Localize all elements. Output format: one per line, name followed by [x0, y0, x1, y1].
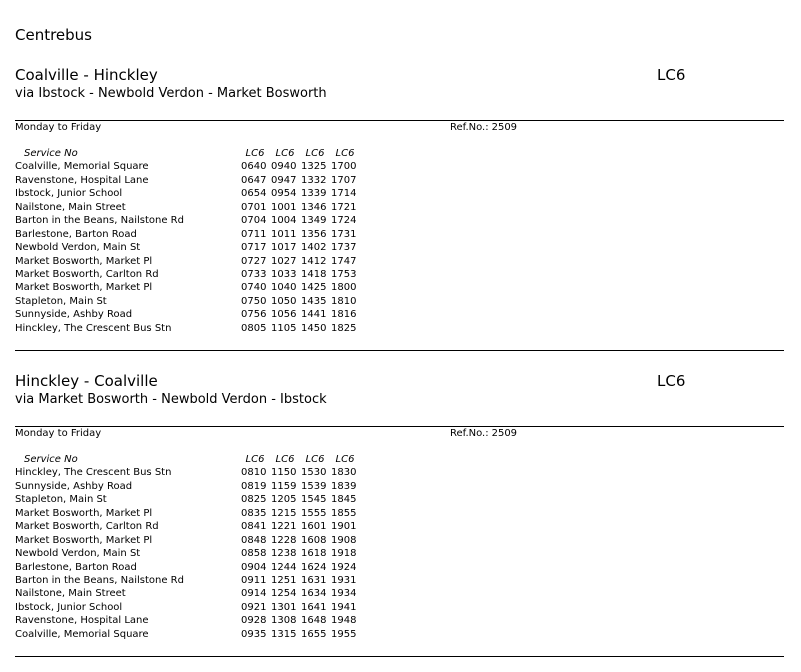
departure-time: 1753	[331, 268, 357, 280]
departure-time: 1346	[301, 201, 327, 213]
stop-name: Ibstock, Junior School	[15, 601, 123, 613]
stop-name: Ravenstone, Hospital Lane	[15, 174, 149, 186]
departure-time: 1238	[271, 548, 297, 560]
departure-time: 1737	[331, 242, 357, 254]
departure-time: 1205	[271, 494, 297, 506]
departure-time: 1601	[301, 521, 327, 533]
ref-label: Ref.No.:	[450, 122, 489, 133]
departure-time: 1631	[301, 574, 327, 586]
route-code: LC6	[657, 372, 686, 390]
stop-name: Hinckley, The Crescent Bus Stn	[15, 467, 172, 479]
departure-time: 1050	[271, 295, 297, 307]
departure-time: 0701	[241, 201, 267, 213]
stop-name: Market Bosworth, Market Pl	[15, 507, 153, 519]
departure-time: 1830	[331, 467, 357, 479]
divider	[15, 120, 784, 121]
departure-time: 1721	[331, 201, 357, 213]
departure-time: 0928	[241, 615, 267, 627]
stop-name: Nailstone, Main Street	[15, 588, 126, 600]
departure-time: 0904	[241, 561, 267, 573]
departure-time: 1425	[301, 282, 327, 294]
departure-time: 1747	[331, 255, 357, 267]
service-no-header: Service No	[24, 148, 78, 159]
days-of-operation: Monday to Friday	[15, 428, 102, 439]
departure-time: 1228	[271, 534, 297, 546]
departure-time: 0704	[241, 215, 267, 227]
stop-name: Barlestone, Barton Road	[15, 561, 137, 573]
departure-time: 1655	[301, 628, 327, 640]
stop-name: Sunnyside, Ashby Road	[15, 309, 133, 321]
route-title: Hinckley - Coalville	[15, 372, 158, 390]
departure-time: 0750	[241, 295, 267, 307]
departure-time: 1530	[301, 467, 327, 479]
departure-time: 1634	[301, 588, 327, 600]
departure-time: 1845	[331, 494, 357, 506]
departure-time: 1931	[331, 574, 357, 586]
departure-time: 0810	[241, 467, 267, 479]
departure-time: 1017	[271, 242, 297, 254]
departure-time: 1412	[301, 255, 327, 267]
departure-time: 1033	[271, 268, 297, 280]
ref-value: 2509	[491, 428, 518, 439]
stop-name: Market Bosworth, Market Pl	[15, 534, 153, 546]
departure-time: 0711	[241, 228, 267, 240]
departure-time: 1339	[301, 188, 327, 200]
departure-time: 1244	[271, 561, 297, 573]
stop-name: Barton in the Beans, Nailstone Rd	[15, 215, 184, 227]
stop-name: Stapleton, Main St	[15, 494, 107, 506]
departure-time: 1618	[301, 548, 327, 560]
reference-number	[450, 122, 517, 133]
departure-time: 0733	[241, 268, 267, 280]
departure-time: 1641	[301, 601, 327, 613]
service-code-header: LC6	[275, 454, 295, 465]
departure-time: 1825	[331, 322, 357, 334]
departure-time: 1624	[301, 561, 327, 573]
departure-time: 0914	[241, 588, 267, 600]
days-of-operation: Monday to Friday	[15, 122, 102, 133]
operator-name: Centrebus	[15, 26, 92, 44]
departure-time: 1450	[301, 322, 327, 334]
divider	[15, 426, 784, 427]
departure-time: 0954	[271, 188, 297, 200]
departure-time: 1855	[331, 507, 357, 519]
departure-time: 1555	[301, 507, 327, 519]
stop-name: Ravenstone, Hospital Lane	[15, 615, 149, 627]
departure-time: 1918	[331, 548, 357, 560]
service-no-header: Service No	[24, 454, 78, 465]
departure-time: 1251	[271, 574, 297, 586]
departure-time: 1707	[331, 174, 357, 186]
departure-time: 1105	[271, 322, 297, 334]
departure-time: 0947	[271, 174, 297, 186]
stop-name: Market Bosworth, Carlton Rd	[15, 521, 159, 533]
departure-time: 0841	[241, 521, 267, 533]
stop-name: Market Bosworth, Carlton Rd	[15, 268, 159, 280]
departure-time: 1810	[331, 295, 357, 307]
stop-name: Newbold Verdon, Main St	[15, 242, 141, 254]
departure-time: 1221	[271, 521, 297, 533]
departure-time: 1356	[301, 228, 327, 240]
departure-time: 1402	[301, 242, 327, 254]
service-code-header: LC6	[275, 148, 295, 159]
service-code-header: LC6	[305, 454, 325, 465]
route-via: via Market Bosworth - Newbold Verdon - Ibstock	[15, 392, 327, 407]
departure-time: 0640	[241, 161, 267, 173]
departure-time: 1816	[331, 309, 357, 321]
service-code-header: LC6	[335, 148, 355, 159]
departure-time: 1941	[331, 601, 357, 613]
departure-time: 1714	[331, 188, 357, 200]
stop-name: Stapleton, Main St	[15, 295, 107, 307]
stop-name: Nailstone, Main Street	[15, 201, 126, 213]
departure-time: 0819	[241, 480, 267, 492]
departure-time: 1011	[271, 228, 297, 240]
departure-time: 1418	[301, 268, 327, 280]
timetable-hinckley-coalville	[15, 372, 784, 672]
stop-name: Market Bosworth, Market Pl	[15, 282, 153, 294]
departure-time: 1839	[331, 480, 357, 492]
divider	[15, 350, 784, 351]
stop-name: Ibstock, Junior School	[15, 188, 123, 200]
divider	[15, 656, 784, 657]
departure-time: 1001	[271, 201, 297, 213]
departure-time: 1648	[301, 615, 327, 627]
departure-time: 1004	[271, 215, 297, 227]
departure-time: 1332	[301, 174, 327, 186]
departure-time: 1308	[271, 615, 297, 627]
departure-time: 1150	[271, 467, 297, 479]
departure-time: 1800	[331, 282, 357, 294]
departure-time: 1955	[331, 628, 357, 640]
departure-time: 0727	[241, 255, 267, 267]
departure-time: 1700	[331, 161, 357, 173]
departure-time: 1724	[331, 215, 357, 227]
departure-time: 0940	[271, 161, 297, 173]
stop-name: Hinckley, The Crescent Bus Stn	[15, 322, 172, 334]
departure-time: 0647	[241, 174, 267, 186]
departure-time: 1539	[301, 480, 327, 492]
departure-time: 0740	[241, 282, 267, 294]
departure-time: 1924	[331, 561, 357, 573]
departure-time: 1215	[271, 507, 297, 519]
departure-time: 1545	[301, 494, 327, 506]
departure-time: 0654	[241, 188, 267, 200]
departure-time: 1349	[301, 215, 327, 227]
ref-label: Ref.No.:	[450, 428, 489, 439]
departure-time: 1254	[271, 588, 297, 600]
departure-time: 1441	[301, 309, 327, 321]
route-title: Coalville - Hinckley	[15, 66, 158, 84]
stop-name: Market Bosworth, Market Pl	[15, 255, 153, 267]
stop-name: Coalville, Memorial Square	[15, 161, 149, 173]
reference-number	[450, 428, 517, 439]
service-code-header: LC6	[245, 454, 265, 465]
departure-time: 1901	[331, 521, 357, 533]
departure-time: 0911	[241, 574, 267, 586]
stop-name: Sunnyside, Ashby Road	[15, 480, 133, 492]
departure-time: 0835	[241, 507, 267, 519]
departure-time: 1040	[271, 282, 297, 294]
stop-name: Barlestone, Barton Road	[15, 228, 137, 240]
departure-time: 1315	[271, 628, 297, 640]
departure-time: 1731	[331, 228, 357, 240]
departure-time: 1608	[301, 534, 327, 546]
departure-time: 1027	[271, 255, 297, 267]
service-code-header: LC6	[245, 148, 265, 159]
departure-time: 1948	[331, 615, 357, 627]
stop-name: Barton in the Beans, Nailstone Rd	[15, 574, 184, 586]
departure-time: 0858	[241, 548, 267, 560]
departure-time: 1325	[301, 161, 327, 173]
departure-time: 1056	[271, 309, 297, 321]
departure-time: 1934	[331, 588, 357, 600]
departure-time: 1435	[301, 295, 327, 307]
departure-time: 0756	[241, 309, 267, 321]
route-code: LC6	[657, 66, 686, 84]
stop-name: Coalville, Memorial Square	[15, 628, 149, 640]
stop-name: Newbold Verdon, Main St	[15, 548, 141, 560]
departure-time: 0921	[241, 601, 267, 613]
departure-time: 0717	[241, 242, 267, 254]
departure-time: 1908	[331, 534, 357, 546]
service-code-header: LC6	[305, 148, 325, 159]
departure-time: 0935	[241, 628, 267, 640]
timetable-coalville-hinckley	[15, 66, 784, 366]
departure-time: 0805	[241, 322, 267, 334]
service-code-header: LC6	[335, 454, 355, 465]
route-via: via Ibstock - Newbold Verdon - Market Bosworth	[15, 86, 327, 101]
departure-time: 0848	[241, 534, 267, 546]
departure-time: 1301	[271, 601, 297, 613]
departure-time: 1159	[271, 480, 297, 492]
ref-value: 2509	[491, 122, 518, 133]
departure-time: 0825	[241, 494, 267, 506]
